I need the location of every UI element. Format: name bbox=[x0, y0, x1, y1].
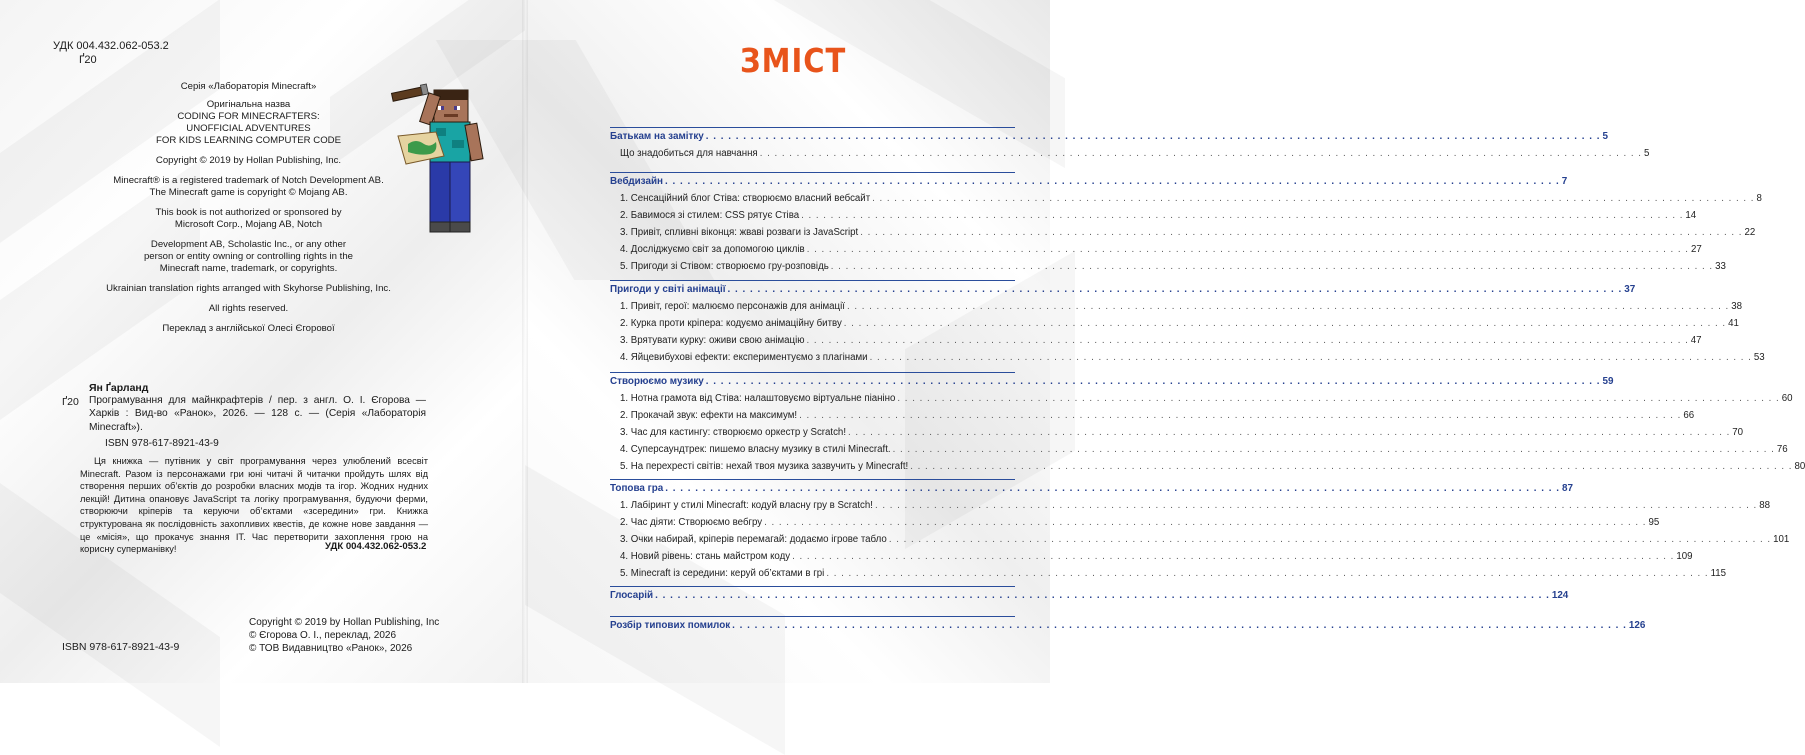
toc-item[interactable] bbox=[620, 551, 1693, 562]
toc-item[interactable] bbox=[620, 444, 1788, 455]
udk-code: УДК 004.432.062-053.2 bbox=[53, 40, 169, 52]
toc-item-title: 4. Яйцевибухові ефекти: експериментуємо з плагінами bbox=[620, 352, 868, 363]
toc-section-heading[interactable] bbox=[610, 590, 1569, 601]
dot-leader: . . . . . . . . . . . . . . . . . . . . . . . . . . . . . . . . . . . . . . . . . . . . . . . . . . . . . . . . . . . . . . . . . . . . . . . . . . . . . . . . . . . . . . . . . . . . . . . . . . . . . . . . . . . . . . . . . . . . . . . . bbox=[799, 410, 1682, 421]
dot-leader: . . . . . . . . . . . . . . . . . . . . . . . . . . . . . . . . . . . . . . . . . . . . . . . . . . . . . . . . . . . . . . . . . . . . . . . . . . . . . . . . . . . . . . . . . . . . . . . . . . . . . . . . . . . . . . . . . . . . . . . . bbox=[732, 620, 1627, 631]
toc-section-heading[interactable] bbox=[610, 176, 1568, 187]
toc-item[interactable] bbox=[620, 301, 1742, 312]
disclaimer-line: Development AB, Scholastic Inc., or any other bbox=[150, 239, 347, 250]
toc-section-heading-title: Створюємо музику bbox=[610, 376, 704, 387]
toc-item[interactable] bbox=[620, 244, 1702, 255]
toc-section-heading-page: 87 bbox=[1561, 483, 1573, 494]
dot-leader: . . . . . . . . . . . . . . . . . . . . . . . . . . . . . . . . . . . . . . . . . . . . . . . . . . . . . . . . . . . . . . . . . . . . . . . . . . . . . . . . . . . . . . . . . . . . . . . . . . . . . . . . . . . . . . . . . . . . . . . . bbox=[759, 148, 1642, 159]
toc-item-page: 66 bbox=[1683, 410, 1695, 421]
dot-leader: . . . . . . . . . . . . . . . . . . . . . . . . . . . . . . . . . . . . . . . . . . . . . . . . . . . . . . . . . . . . . . . . . . . . . . . . . . . . . . . . . . . . . . . . . . . . . . . . . . . . . . . . . . . . . . . . . . . . . . . . bbox=[655, 590, 1550, 601]
section-divider bbox=[610, 479, 1015, 480]
toc-item-page: 22 bbox=[1744, 227, 1756, 238]
copyright-line: Copyright © 2019 by Hollan Publishing, Inc bbox=[249, 617, 440, 628]
toc-section-heading-title: Глосарій bbox=[610, 590, 654, 601]
toc-item[interactable] bbox=[620, 148, 1650, 159]
dot-leader: . . . . . . . . . . . . . . . . . . . . . . . . . . . . . . . . . . . . . . . . . . . . . . . . . . . . . . . . . . . . . . . . . . . . . . . . . . . . . . . . . . . . . . . . . . . . . . . . . . . . . . . . . . . . . . . . . . . . . . . . bbox=[727, 284, 1623, 295]
dot-leader: . . . . . . . . . . . . . . . . . . . . . . . . . . . . . . . . . . . . . . . . . . . . . . . . . . . . . . . . . . . . . . . . . . . . . . . . . . . . . . . . . . . . . . . . . . . . . . . . . . . . . . . . . . . . . . . . . . . . . . . . bbox=[826, 568, 1709, 579]
dot-leader: . . . . . . . . . . . . . . . . . . . . . . . . . . . . . . . . . . . . . . . . . . . . . . . . . . . . . . . . . . . . . . . . . . . . . . . . . . . . . . . . . . . . . . . . . . . . . . . . . . . . . . . . . . . . . . . . . . . . . . . . bbox=[892, 444, 1775, 455]
trademark-line: Minecraft® is a registered trademark of Notch Development AB. bbox=[113, 175, 384, 186]
annotation-text: Ця книжка — путівник у світ програмування через улюблений всесвіт Minecraft. Разом із персонажами гри юні читачі й читачки пройдуть шлях від створення перших об’єктів до розробки власних модів та ігор. Жодних нудних лекцій! Дитина опановує JavaScript та логіку програмування, будуючи ферми, створюючи кріперів та керуючи об’єктами «зсередини» гри. Книжка структурована як послідовність захопливих квестів, де кожне нове завдання — це «місія», що прокачує знання ІТ. Час перетворити захоплення грою на корисну суперманівку! bbox=[80, 456, 428, 555]
copyright-line: © Єгорова О. І., переклад, 2026 bbox=[249, 630, 397, 641]
isbn-bottom: ISBN 978-617-8921-43-9 bbox=[62, 641, 180, 653]
section-divider bbox=[610, 127, 1015, 128]
copyright-line: © ТОВ Видавництво «Ранок», 2026 bbox=[249, 643, 413, 654]
copyright-original: Copyright © 2019 by Hollan Publishing, Inc. bbox=[155, 155, 342, 166]
toc-item-title: 4. Суперсаундтрек: пишемо власну музику в стилі Minecraft. bbox=[620, 444, 891, 455]
toc-item-page: 60 bbox=[1781, 393, 1793, 404]
dot-leader: . . . . . . . . . . . . . . . . . . . . . . . . . . . . . . . . . . . . . . . . . . . . . . . . . . . . . . . . . . . . . . . . . . . . . . . . . . . . . . . . . . . . . . . . . . . . . . . . . . . . . . . . . . . . . . . . . . . . . . . . bbox=[897, 393, 1780, 404]
toc-item-title: 1. Сенсаційний блог Стіва: створюємо власний вебсайт bbox=[620, 193, 871, 204]
toc-item[interactable] bbox=[620, 427, 1744, 438]
section-divider bbox=[610, 616, 1015, 617]
toc-item[interactable] bbox=[620, 534, 1790, 545]
toc-item-title: 5. Minecraft із середини: керуй об’єктами в грі bbox=[620, 568, 825, 579]
author-name: Ян Ґарланд bbox=[89, 382, 149, 394]
dot-leader: . . . . . . . . . . . . . . . . . . . . . . . . . . . . . . . . . . . . . . . . . . . . . . . . . . . . . . . . . . . . . . . . . . . . . . . . . . . . . . . . . . . . . . . . . . . . . . . . . . . . . . . . . . . . . . . . . . . . . . . . bbox=[872, 193, 1755, 204]
toc-item[interactable] bbox=[620, 227, 1756, 238]
dot-leader: . . . . . . . . . . . . . . . . . . . . . . . . . . . . . . . . . . . . . . . . . . . . . . . . . . . . . . . . . . . . . . . . . . . . . . . . . . . . . . . . . . . . . . . . . . . . . . . . . . . . . . . . . . . . . . . . . . . . . . . . bbox=[801, 210, 1684, 221]
udk-bottom: УДК 004.432.062-053.2 bbox=[325, 541, 427, 552]
toc-item[interactable] bbox=[620, 461, 1805, 472]
toc-item-title: 4. Новий рівень: стань майстром коду bbox=[620, 551, 791, 562]
toc-item-page: 109 bbox=[1676, 551, 1693, 562]
toc-item-title: 1. Лабіринт у стилі Minecraft: кодуй власну гру в Scratch! bbox=[620, 500, 873, 511]
toc-section-heading-title: Топова гра bbox=[610, 483, 664, 494]
toc-item[interactable] bbox=[620, 410, 1695, 421]
toc-section-heading-page: 37 bbox=[1624, 284, 1636, 295]
toc-item-title: 3. Очки набирай, кріперів перемагай: додаємо ігрове табло bbox=[620, 534, 887, 545]
toc-item-page: 101 bbox=[1773, 534, 1790, 545]
translation-rights: Ukrainian translation rights arranged with Skyhorse Publishing, Inc. bbox=[106, 283, 391, 294]
toc-item-page: 76 bbox=[1776, 444, 1788, 455]
toc-item-page: 27 bbox=[1690, 244, 1702, 255]
isbn-inline: ISBN 978-617-8921-43-9 bbox=[105, 438, 219, 449]
disclaimer-line: Microsoft Corp., Mojang AB, Notch bbox=[174, 219, 323, 230]
toc-item-page: 47 bbox=[1690, 335, 1702, 346]
author-mark-top: Ґ20 bbox=[79, 54, 97, 66]
dot-leader: . . . . . . . . . . . . . . . . . . . . . . . . . . . . . . . . . . . . . . . . . . . . . . . . . . . . . . . . . . . . . . . . . . . . . . . . . . . . . . . . . . . . . . . . . . . . . . . . . . . . . . . . . . . . . . . . . . . . . . . . bbox=[806, 244, 1689, 255]
dot-leader: . . . . . . . . . . . . . . . . . . . . . . . . . . . . . . . . . . . . . . . . . . . . . . . . . . . . . . . . . . . . . . . . . . . . . . . . . . . . . . . . . . . . . . . . . . . . . . . . . . . . . . . . . . . . . . . . . . . . . . . . bbox=[860, 227, 1743, 238]
toc-section-heading-page: 126 bbox=[1628, 620, 1646, 631]
dot-leader: . . . . . . . . . . . . . . . . . . . . . . . . . . . . . . . . . . . . . . . . . . . . . . . . . . . . . . . . . . . . . . . . . . . . . . . . . . . . . . . . . . . . . . . . . . . . . . . . . . . . . . . . . . . . . . . . . . . . . . . . bbox=[665, 483, 1560, 494]
toc-title: ЗМІСТ bbox=[740, 41, 847, 81]
trademark-line: The Minecraft game is copyright © Mojang AB. bbox=[149, 187, 348, 198]
toc-section-heading-title: Вебдизайн bbox=[610, 176, 663, 187]
toc-item-page: 38 bbox=[1731, 301, 1742, 312]
section-divider bbox=[610, 172, 1015, 173]
toc-item[interactable] bbox=[620, 335, 1702, 346]
author-mark: Ґ20 bbox=[62, 396, 79, 408]
dot-leader: . . . . . . . . . . . . . . . . . . . . . . . . . . . . . . . . . . . . . . . . . . . . . . . . . . . . . . . . . . . . . . . . . . . . . . . . . . . . . . . . . . . . . . . . . . . . . . . . . . . . . . . . . . . . . . . . . . . . . . . . bbox=[830, 261, 1714, 272]
disclaimer-line: This book is not authorized or sponsored by bbox=[155, 207, 342, 218]
toc-section-heading[interactable] bbox=[610, 284, 1636, 295]
toc-item-page: 88 bbox=[1759, 500, 1771, 511]
dot-leader: . . . . . . . . . . . . . . . . . . . . . . . . . . . . . . . . . . . . . . . . . . . . . . . . . . . . . . . . . . . . . . . . . . . . . . . . . . . . . . . . . . . . . . . . . . . . . . . . . . . . . . . . . . . . . . . . . . . . . . . . bbox=[792, 551, 1675, 562]
toc-item-title: 3. Привіт, спливні віконця: жваві розваги із JavaScript bbox=[620, 227, 859, 238]
dot-leader: . . . . . . . . . . . . . . . . . . . . . . . . . . . . . . . . . . . . . . . . . . . . . . . . . . . . . . . . . . . . . . . . . . . . . . . . . . . . . . . . . . . . . . . . . . . . . . . . . . . . . . . . . . . . . . . . . . . . . . . . bbox=[665, 176, 1560, 187]
toc-item[interactable] bbox=[620, 210, 1697, 221]
toc-item-title: 2. Бавимося зі стилем: CSS рятує Стіва bbox=[620, 210, 800, 221]
toc-section-heading[interactable] bbox=[610, 483, 1573, 494]
toc-section-heading-page: 7 bbox=[1561, 176, 1568, 187]
toc-section-heading-page: 59 bbox=[1602, 376, 1614, 387]
original-title-line: FOR KIDS LEARNING COMPUTER CODE bbox=[156, 135, 341, 146]
toc-section-heading[interactable] bbox=[610, 376, 1614, 387]
translator-credit: Переклад з англійської Олесі Єгорової bbox=[162, 323, 335, 334]
section-divider bbox=[610, 280, 1015, 281]
toc-item-page: 53 bbox=[1753, 352, 1765, 363]
toc-item-title: 2. Час діяти: Створюємо вебгру bbox=[620, 517, 763, 528]
toc-item-title: 5. На перехресті світів: нехай твоя музика зазвучить у Minecraft! bbox=[620, 461, 909, 472]
toc-item-page: 8 bbox=[1756, 193, 1762, 204]
toc-item-title: 4. Досліджуємо світ за допомогою циклів bbox=[620, 244, 805, 255]
disclaimer-line: person or entity owning or controlling rights in the bbox=[143, 251, 354, 262]
toc-item-title: 1. Нотна грамота від Стіва: налаштовуємо віртуальне піаніно bbox=[620, 393, 896, 404]
toc-item[interactable] bbox=[620, 568, 1727, 579]
section-divider bbox=[610, 372, 1015, 373]
toc-item-title: Що знадобиться для навчання bbox=[620, 148, 758, 159]
toc-item[interactable] bbox=[620, 193, 1762, 204]
dot-leader: . . . . . . . . . . . . . . . . . . . . . . . . . . . . . . . . . . . . . . . . . . . . . . . . . . . . . . . . . . . . . . . . . . . . . . . . . . . . . . . . . . . . . . . . . . . . . . . . . . . . . . . . . . . . . . . . . . . . . . . . bbox=[874, 500, 1758, 511]
toc-item[interactable] bbox=[620, 500, 1771, 511]
toc-item-page: 80 bbox=[1794, 461, 1805, 472]
toc-item-title: 3. Час для кастингу: створюємо оркестр у Scratch! bbox=[620, 427, 847, 438]
original-title-label: Оригінальна назва bbox=[206, 99, 291, 110]
toc-item-page: 33 bbox=[1715, 261, 1726, 272]
toc-section-heading[interactable] bbox=[610, 620, 1646, 631]
original-title-line: CODING FOR MINECRAFTERS: bbox=[177, 111, 320, 122]
contents-page bbox=[525, 0, 1805, 683]
toc-item[interactable] bbox=[620, 318, 1739, 329]
toc-item-title: 5. Пригоди зі Стівом: створюємо гру-розповідь bbox=[620, 261, 829, 272]
toc-item[interactable] bbox=[620, 517, 1660, 528]
toc-section-heading-title: Пригоди у світі анімації bbox=[610, 284, 726, 295]
dot-leader: . . . . . . . . . . . . . . . . . . . . . . . . . . . . . . . . . . . . . . . . . . . . . . . . . . . . . . . . . . . . . . . . . . . . . . . . . . . . . . . . . . . . . . . . . . . . . . . . . . . . . . . . . . . . . . . . . . . . . . . . bbox=[705, 376, 1601, 387]
dot-leader: . . . . . . . . . . . . . . . . . . . . . . . . . . . . . . . . . . . . . . . . . . . . . . . . . . . . . . . . . . . . . . . . . . . . . . . . . . . . . . . . . . . . . . . . . . . . . . . . . . . . . . . . . . . . . . . . . . . . . . . . bbox=[843, 318, 1727, 329]
disclaimer-line: Minecraft name, trademark, or copyrights. bbox=[159, 263, 338, 274]
series-line: Серія «Лабораторія Minecraft» bbox=[180, 81, 317, 92]
original-title-line: UNOFFICIAL ADVENTURES bbox=[186, 123, 311, 134]
all-rights: All rights reserved. bbox=[208, 303, 289, 314]
toc-item-page: 41 bbox=[1728, 318, 1739, 329]
toc-item[interactable] bbox=[620, 261, 1726, 272]
toc-item-title: 2. Курка проти кріпера: кодуємо анімаційну битву bbox=[620, 318, 842, 329]
background-shard bbox=[725, 0, 1065, 168]
imprint-page bbox=[0, 0, 525, 683]
dot-leader: . . . . . . . . . . . . . . . . . . . . . . . . . . . . . . . . . . . . . . . . . . . . . . . . . . . . . . . . . . . . . . . . . . . . . . . . . . . . . . . . . . . . . . . . . . . . . . . . . . . . . . . . . . . . . . . . . . . . . . . . bbox=[764, 517, 1647, 528]
toc-item-title: 2. Прокачай звук: ефекти на максимум! bbox=[620, 410, 798, 421]
toc-item-page: 95 bbox=[1648, 517, 1660, 528]
section-divider bbox=[610, 586, 1015, 587]
toc-item-title: 3. Врятувати курку: оживи свою анімацію bbox=[620, 335, 805, 346]
toc-section-heading-title: Батькам на замітку bbox=[610, 131, 704, 142]
dot-leader: . . . . . . . . . . . . . . . . . . . . . . . . . . . . . . . . . . . . . . . . . . . . . . . . . . . . . . . . . . . . . . . . . . . . . . . . . . . . . . . . . . . . . . . . . . . . . . . . . . . . . . . . . . . . . . . . . . . . . . . . bbox=[848, 427, 1731, 438]
dot-leader: . . . . . . . . . . . . . . . . . . . . . . . . . . . . . . . . . . . . . . . . . . . . . . . . . . . . . . . . . . . . . . . . . . . . . . . . . . . . . . . . . . . . . . . . . . . . . . . . . . . . . . . . . . . . . . . . . . . . . . . . bbox=[705, 131, 1601, 142]
toc-section-heading-title: Розбір типових помилок bbox=[610, 620, 731, 631]
toc-item-page: 14 bbox=[1685, 210, 1697, 221]
toc-section-heading[interactable] bbox=[610, 131, 1608, 142]
toc-section-heading-page: 124 bbox=[1551, 590, 1569, 601]
dot-leader: . . . . . . . . . . . . . . . . . . . . . . . . . . . . . . . . . . . . . . . . . . . . . . . . . . . . . . . . . . . . . . . . . . . . . . . . . . . . . . . . . . . . . . . . . . . . . . . . . . . . . . . . . . . . . . . . . . . . . . . . bbox=[888, 534, 1772, 545]
dot-leader: . . . . . . . . . . . . . . . . . . . . . . . . . . . . . . . . . . . . . . . . . . . . . . . . . . . . . . . . . . . . . . . . . . . . . . . . . . . . . . . . . . . . . . . . . . . . . . . . . . . . . . . . . . . . . . . . . . . . . . . . bbox=[910, 461, 1793, 472]
toc-section-heading-page: 5 bbox=[1602, 131, 1608, 142]
dot-leader: . . . . . . . . . . . . . . . . . . . . . . . . . . . . . . . . . . . . . . . . . . . . . . . . . . . . . . . . . . . . . . . . . . . . . . . . . . . . . . . . . . . . . . . . . . . . . . . . . . . . . . . . . . . . . . . . . . . . . . . . bbox=[806, 335, 1689, 346]
toc-item[interactable] bbox=[620, 352, 1765, 363]
toc-item-page: 115 bbox=[1710, 568, 1727, 579]
dot-leader: . . . . . . . . . . . . . . . . . . . . . . . . . . . . . . . . . . . . . . . . . . . . . . . . . . . . . . . . . . . . . . . . . . . . . . . . . . . . . . . . . . . . . . . . . . . . . . . . . . . . . . . . . . . . . . . . . . . . . . . . bbox=[869, 352, 1752, 363]
toc-item-page: 5 bbox=[1643, 148, 1650, 159]
toc-item-title: 1. Привіт, герої: малюємо персонажів для анімації bbox=[620, 301, 845, 312]
book-spine bbox=[522, 0, 528, 683]
toc-item-page: 70 bbox=[1732, 427, 1744, 438]
dot-leader: . . . . . . . . . . . . . . . . . . . . . . . . . . . . . . . . . . . . . . . . . . . . . . . . . . . . . . . . . . . . . . . . . . . . . . . . . . . . . . . . . . . . . . . . . . . . . . . . . . . . . . . . . . . . . . . . . . . . . . . . bbox=[846, 301, 1730, 312]
book-description: Програмування для майнкрафтерів / пер. з англ. О. І. Єгорова — Харків : Вид-во «Ранок», 2026. — 128 с. — (Серія «Лабораторія Minecraft»). bbox=[89, 395, 426, 433]
toc-item[interactable] bbox=[620, 393, 1793, 404]
